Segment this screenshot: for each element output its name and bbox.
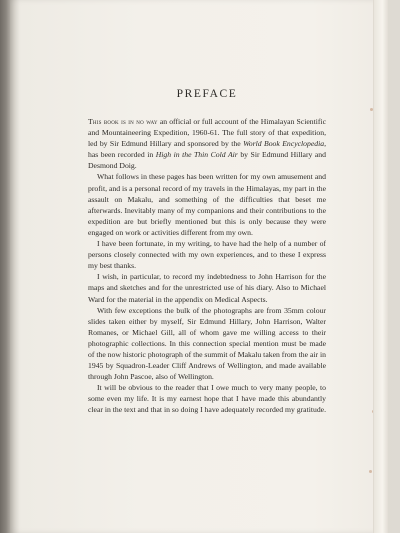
preface-content	[88, 88, 326, 416]
book-page	[10, 0, 388, 533]
page-edge	[373, 0, 388, 533]
foxing-spot	[369, 470, 372, 473]
page-title: PREFACE	[176, 88, 238, 100]
italic-title: High in the Thin Cold Air	[155, 150, 238, 160]
paragraph-text: has been recorded in	[88, 150, 156, 160]
italic-title: World Book Encyclopedia,	[243, 139, 326, 149]
paragraph-6: It will be obvious to the reader that I owe much to very many people, to some even my life. It is my earnest hope that I have made this abundantly clear in the text and that in so doing I have adequately recorded my gratitude.	[88, 383, 327, 415]
paragraph-5: With few exceptions the bulk of the photographs are from 35mm colour slides taken either by myself, Sir Edmund Hillary, John Harrison, Walter Romanes, or Michael Gill, all of whom gave me willing access to their photographic collections. In this connection special mention must be made of the now historic photograph of the summit of Makalu taken from the air in 1945 by Squadron-Leader Cliff Andrews of Wellington, and made available through John Pascoe, also of Wellington.	[88, 305, 326, 382]
paragraph-3: I have been fortunate, in my writing, to have had the help of a number of persons closely connected with my own experiences, and to these I express my best thanks.	[88, 239, 326, 271]
paragraph-2: What follows in these pages has been written for my own amusement and profit, and is a personal record of my travels in the Himalayas, my part in the assault on Makalu, and something of the difficulties that beset me afterwards. Inevitably many of my companions and their contributions to the expedition are but briefly mentioned but this is only because they were engaged on work or activities different from my own.	[88, 172, 326, 237]
paragraph-4: I wish, in particular, to record my indebtedness to John Harrison for the maps and sketches and for the unrestricted use of his diary. Also to Michael Ward for the material in the appendix on Medical Aspects.	[88, 272, 326, 304]
paragraph-1	[88, 116, 326, 171]
opening-words: This book is in no way	[88, 117, 158, 126]
paragraph-text: an official or full account of the Himalayan Scientific and Mountaineering Expedition, 1960-61. The full story of that expedition, led by Sir Edmund Hillary and sponsored by the	[88, 117, 326, 149]
paragraph-text: by Sir Edmund Hillary and Desmond Doig.	[88, 150, 326, 171]
